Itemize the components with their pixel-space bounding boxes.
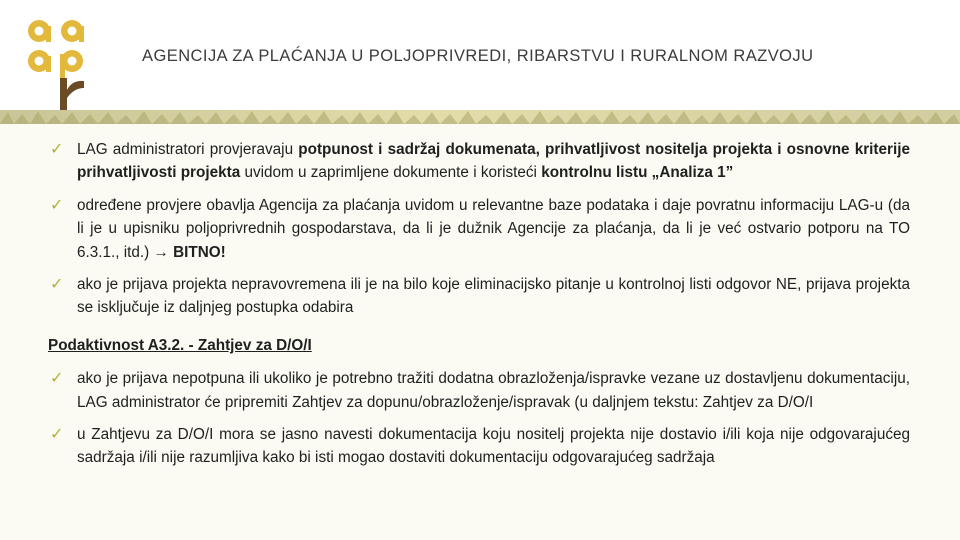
apr-logo-icon [26,18,102,110]
bullet-text-segment: potpunost i sadržaj dokumenata, prihvatljivost nositelja projekta i osnovne kriterije prihvatljivosti projekta [77,141,910,182]
dop-request-bullet-2 [48,423,910,470]
bullet-gap [48,264,910,273]
slide-content [48,138,910,470]
bullet-gap [48,414,910,423]
bullet-text-segment: ako je prijava nepotpuna ili ukoliko je potrebno tražiti dodatna obrazloženja/ispravke vezane uz dostavljenu dokumentaciju, LAG administrator će pripremiti Zahtjev za dopunu/obrazloženje/ispravak (u daljnjem tekstu: Zahtjev za D/O/I [77,370,910,411]
bullet-gap [48,185,910,194]
page-header [0,0,960,112]
subactivity-heading: Podaktivnost A3.2. - Zahtjev za D/O/I [48,336,312,354]
checkmark-icon: ✓ [50,196,64,214]
bullet-text-segment: → BITNO! [153,243,226,261]
bullet-text-segment: ako je prijava projekta nepravovremena ili je na bilo koje eliminacijsko pitanje u kontrolnoj listi odgovor NE, prijava projekta se isključuje iz daljnjeg postupka odabira [77,276,910,317]
section-lag-checks [48,138,910,320]
bullet-text-segment: određene provjere obavlja Agencija za plaćanja uvidom u relevantne baze podataka i daje povratnu informaciju LAG-u (da li je u upisniku poljoprivrednih gospodarstava, da li je dužnik Agencije za plaćanja, da li je već ostvario potporu na TO 6.3.1., itd.) [77,196,910,261]
bullet-text-segment: kontrolnu listu „Analiza 1” [541,164,734,182]
grass-pattern [0,110,960,124]
lag-check-bullet-3 [48,273,910,320]
decorative-band [0,110,960,124]
agency-title: AGENCIJA ZA PLAĆANJA U POLJOPRIVREDI, RIBARSTVU I RURALNOM RAZVOJU [142,47,814,65]
bullet-text-segment: LAG administratori provjeravaju [77,141,299,158]
section-dop-request [48,367,910,470]
lag-check-bullet-2 [48,194,910,264]
checkmark-icon: ✓ [50,276,64,294]
checkmark-icon: ✓ [50,370,64,388]
bullet-text-segment: uvidom u zaprimljene dokumente i koristeći [240,164,542,182]
lag-check-bullet-1 [48,138,910,185]
bullet-text-segment: u Zahtjevu za D/O/I mora se jasno navesti dokumentacija koju nositelj projekta nije dostavio i/ili koja nije odgovarajućeg sadržaja i/ili nije razumljiva kako bi isti mogao dostaviti dokumentaciju odgovarajućeg sadržaja [77,426,910,467]
checkmark-icon: ✓ [50,141,64,158]
checkmark-icon: ✓ [50,426,64,444]
dop-request-bullet-1 [48,367,910,414]
